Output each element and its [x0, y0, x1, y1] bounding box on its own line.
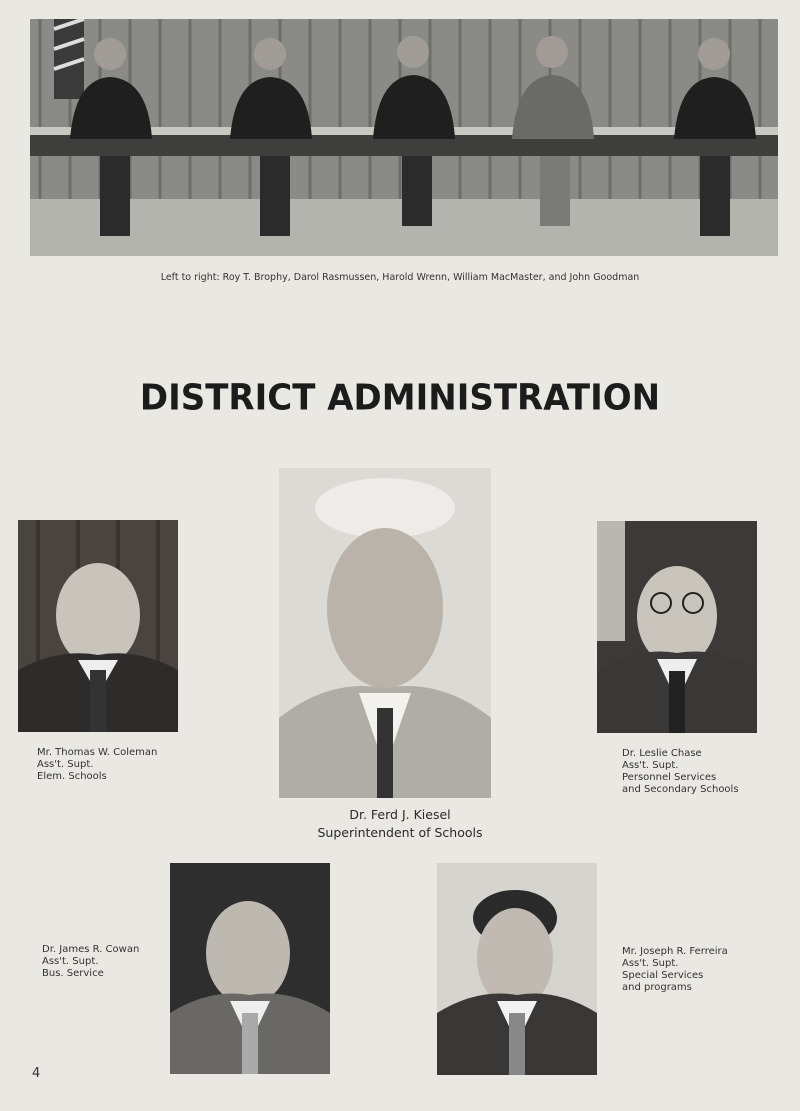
cowan-photo — [170, 863, 330, 1074]
chase-title: Ass't. Supt. — [622, 760, 679, 771]
chase-dept-2: and Secondary Schools — [622, 784, 739, 795]
portrait-image — [18, 520, 178, 732]
kiesel-name: Dr. Ferd J. Kiesel — [349, 807, 451, 822]
ferreira-dept-2: and programs — [622, 982, 692, 993]
coleman-caption — [37, 747, 157, 783]
chase-caption — [622, 748, 739, 796]
cowan-caption — [42, 944, 139, 980]
coleman-photo — [18, 520, 178, 732]
cowan-name: Dr. James R. Cowan — [42, 944, 140, 955]
portrait-image — [437, 863, 597, 1075]
ferreira-title: Ass't. Supt. — [622, 958, 679, 969]
portrait-image — [597, 521, 757, 733]
portrait-image — [170, 863, 330, 1074]
chase-dept: Personnel Services — [622, 772, 717, 783]
ferreira-photo — [437, 863, 597, 1075]
board-photo-image — [30, 19, 778, 256]
coleman-dept: Elem. Schools — [37, 771, 107, 782]
ferreira-dept: Special Services — [622, 970, 704, 981]
ferreira-name: Mr. Joseph R. Ferreira — [622, 946, 728, 957]
chase-name: Dr. Leslie Chase — [622, 748, 702, 759]
ferreira-caption — [622, 946, 728, 994]
kiesel-title: Superintendent of Schools — [317, 825, 483, 840]
kiesel-photo — [279, 468, 491, 798]
chase-photo — [597, 521, 757, 733]
page-heading: DISTRICT ADMINISTRATION — [139, 377, 661, 419]
cowan-title: Ass't. Supt. — [42, 956, 99, 967]
board-photo — [30, 19, 778, 256]
page-number: 4 — [32, 1066, 41, 1081]
cowan-dept: Bus. Service — [42, 968, 104, 979]
coleman-name: Mr. Thomas W. Coleman — [37, 747, 158, 758]
kiesel-caption — [250, 806, 550, 842]
board-caption: Left to right: Roy T. Brophy, Darol Rasmussen, Harold Wrenn, William MacMaster, and John Goodman — [160, 272, 640, 283]
portrait-image — [279, 468, 491, 798]
coleman-title: Ass't. Supt. — [37, 759, 94, 770]
